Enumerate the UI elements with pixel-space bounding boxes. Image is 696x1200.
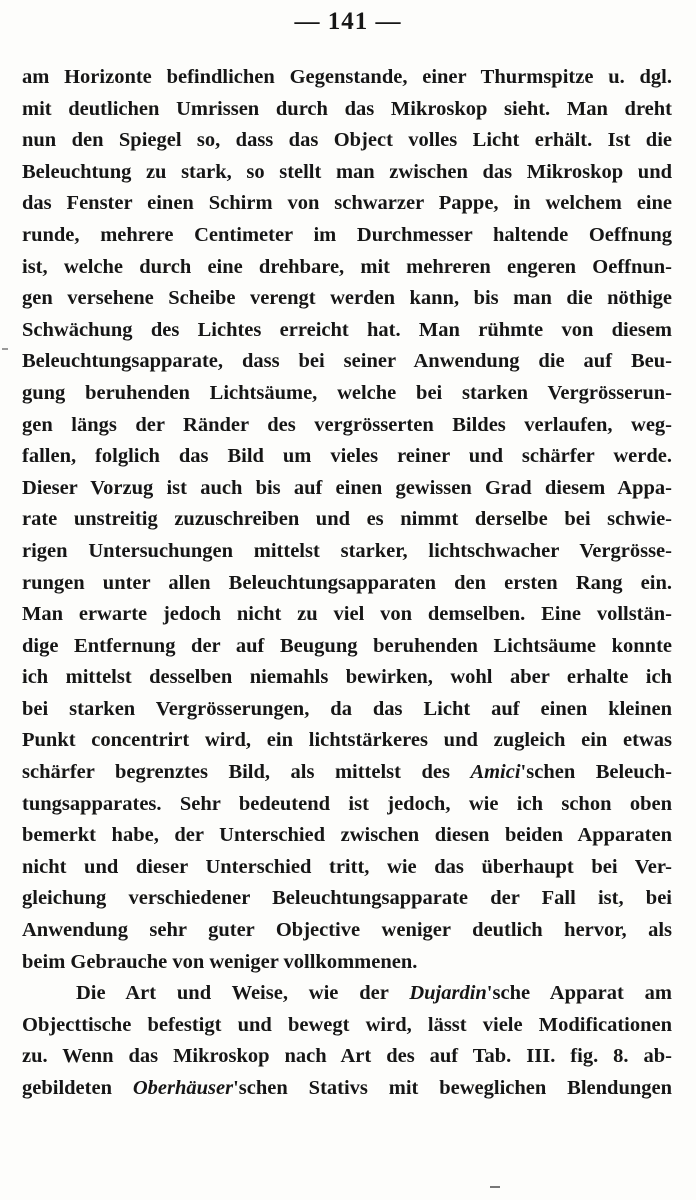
text-line: [22, 978, 672, 1010]
body-text: [22, 62, 672, 1105]
text-segment: schärfer begrenztes Bild, als mittelst des: [22, 761, 471, 784]
text-segment: Die Art und Weise, wie der: [76, 982, 410, 1005]
text-line: Beleuchtung zu stark, so stellt man zwischen das Mikroskop und: [22, 160, 672, 183]
text-line: beim Gebrauche von weniger vollkommenen.: [22, 950, 418, 973]
text-line: ich mittelst desselben niemahls bewirken, wohl aber erhalte ich: [22, 666, 672, 689]
text-line: bei starken Vergrösserungen, da das Licht auf einen kleinen: [22, 697, 672, 720]
text-line: Punkt concentrirt wird, ein lichtstärkeres und zugleich ein etwas: [22, 729, 672, 752]
footer-mark: [490, 1186, 500, 1188]
text-line: [22, 1073, 672, 1105]
text-line: Objecttische befestigt und bewegt wird, lässt viele Modificationen: [22, 1013, 672, 1036]
author-name: Dujardin: [409, 982, 487, 1005]
author-name: Amici: [470, 761, 521, 784]
text-line: Anwendung sehr guter Objective weniger deutlich hervor, als: [22, 919, 672, 942]
text-line: rate unstreitig zuzuschreiben und es nimmt derselbe bei schwie-: [22, 508, 672, 531]
text-line: rungen unter allen Beleuchtungsapparaten den ersten Rang ein.: [22, 571, 672, 594]
text-line: gen längs der Ränder des vergrösserten Bildes verlaufen, weg-: [22, 413, 672, 436]
text-line: Dieser Vorzug ist auch bis auf einen gewissen Grad diesem Appa-: [22, 476, 672, 499]
text-line: zu. Wenn das Mikroskop nach Art des auf Tab. III. fig. 8. ab-: [22, 1045, 672, 1068]
text-line: fallen, folglich das Bild um vieles reiner und schärfer werde.: [22, 445, 672, 468]
text-segment: 'schen Stativs mit beweglichen Blendungen: [233, 1077, 672, 1099]
text-line: gleichung verschiedener Beleuchtungsapparate der Fall ist, bei: [22, 887, 672, 910]
text-line: dige Entfernung der auf Beugung beruhenden Lichtsäume konnte: [22, 634, 672, 657]
author-name: Oberhäuser: [132, 1077, 234, 1099]
text-line: rigen Untersuchungen mittelst starker, lichtschwacher Vergrösse-: [22, 539, 672, 562]
text-line: am Horizonte befindlichen Gegenstande, einer Thurmspitze u. dgl.: [22, 66, 672, 88]
text-line: Man erwarte jedoch nicht zu viel von demselben. Eine vollstän-: [22, 603, 672, 626]
text-line: nun den Spiegel so, dass das Object volles Licht erhält. Ist die: [22, 129, 672, 152]
text-line: mit deutlichen Umrissen durch das Mikroskop sieht. Man dreht: [22, 97, 672, 120]
text-segment: 'sche Apparat am: [486, 982, 672, 1005]
text-line: das Fenster einen Schirm von schwarzer Pappe, in welchem eine: [22, 192, 672, 215]
text-line: Beleuchtungsapparate, dass bei seiner Anwendung die auf Beu-: [22, 350, 672, 373]
text-line: ist, welche durch eine drehbare, mit mehreren engeren Oeffnun-: [22, 255, 672, 278]
text-line: Schwächung des Lichtes erreicht hat. Man rühmte von diesem: [22, 318, 672, 341]
page-number: — 141 —: [294, 8, 402, 35]
text-line: gen versehene Scheibe verengt werden kann, bis man die nöthige: [22, 287, 672, 310]
text-segment: 'schen Beleuch-: [520, 761, 672, 784]
text-line: gung beruhenden Lichtsäume, welche bei starken Vergrösserun-: [22, 381, 672, 404]
text-line: runde, mehrere Centimeter im Durchmesser haltende Oeffnung: [22, 223, 672, 246]
text-line: bemerkt habe, der Unterschied zwischen diesen beiden Apparaten: [22, 824, 672, 847]
margin-mark: [2, 348, 8, 350]
text-line: nicht und dieser Unterschied tritt, wie das überhaupt bei Ver-: [22, 855, 672, 878]
text-line: [22, 757, 672, 789]
text-segment: gebildeten: [22, 1077, 133, 1099]
text-line: tungsapparates. Sehr bedeutend ist jedoch, wie ich schon oben: [22, 792, 672, 815]
